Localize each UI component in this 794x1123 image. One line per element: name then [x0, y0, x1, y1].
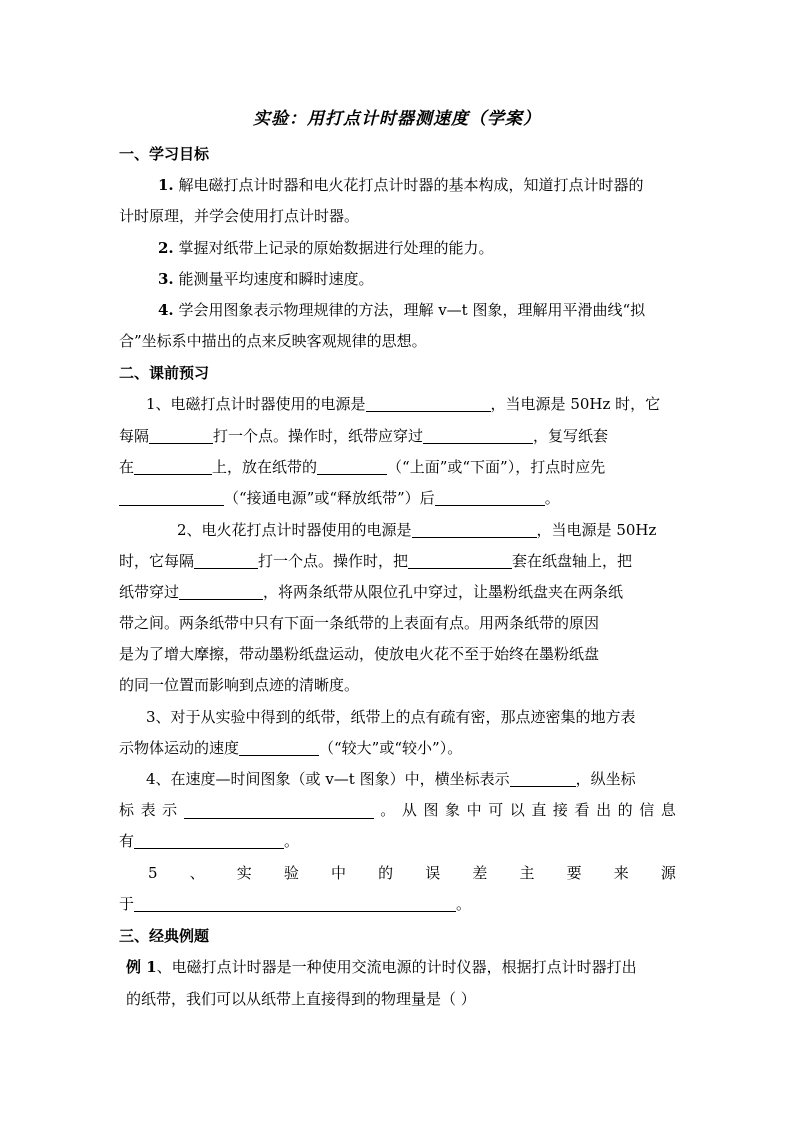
q3-line-2: [119, 733, 676, 764]
objective-text: 学会用图象表示物理规律的方法，理解 v—t 图象，理解用平滑曲线“拟: [173, 301, 646, 319]
q1-text: （“接通电源”或“释放纸带”）后: [224, 489, 435, 507]
q5-char: 误: [425, 864, 441, 882]
q3-line-1: 3、对于从实验中得到的纸带，纸带上的点有疏有密，那点迹密集的地方表: [146, 708, 636, 726]
q2-line-5: 是为了增大摩擦，带动墨粉纸盘运动，使放电火花不至于始终在墨粉纸盘: [119, 645, 600, 663]
example-1-line-1: [126, 952, 683, 983]
q4-line-2: [119, 795, 676, 826]
answer-blank[interactable]: [134, 458, 212, 475]
q1-line-1: [146, 389, 703, 420]
item-number: 1.: [158, 176, 174, 194]
q2-line-1: [177, 515, 734, 546]
q1-text: 每隔: [119, 427, 150, 445]
q1-text: （“上面”或“下面”），打点时应先: [387, 458, 606, 476]
q1-line-2: [119, 421, 676, 452]
q4-line-3: [119, 826, 676, 857]
q4-char: 的: [617, 801, 633, 819]
q1-text: 上，放在纸带的: [212, 458, 318, 476]
q5-char: 源: [660, 864, 676, 882]
q2-line-2: [119, 546, 676, 577]
objective-text: 能测量平均速度和瞬时速度。: [173, 270, 374, 288]
q5-char: 、: [189, 864, 205, 882]
q5-char: 来: [613, 864, 629, 882]
q4-char: 图: [423, 801, 439, 819]
q2-text: 套在纸盘轴上，把: [512, 552, 633, 570]
example-label: 例 1: [126, 958, 157, 976]
q4-text: 有: [119, 832, 135, 850]
section-heading-objectives: 一、学习目标: [119, 145, 210, 163]
answer-blank[interactable]: [423, 427, 533, 444]
q1-text: 打一个点。操作时，纸带应穿过: [213, 427, 424, 445]
q3-text: （“较大”或“较小”）。: [319, 739, 463, 757]
q4-line-1: [146, 764, 703, 795]
q5-char: 差: [472, 864, 488, 882]
answer-blank[interactable]: [366, 395, 491, 412]
objective-3: [158, 264, 676, 295]
answer-blank[interactable]: [317, 458, 387, 475]
objective-4: [158, 295, 676, 326]
q5-line-2: [119, 889, 676, 920]
q4-char: 标: [119, 801, 135, 819]
answer-blank[interactable]: [239, 739, 319, 756]
answer-blank[interactable]: [412, 521, 537, 538]
q2-text: 2、电火花打点计时器使用的电源是: [177, 521, 412, 539]
answer-blank[interactable]: [149, 427, 213, 444]
section-heading-examples: 三、经典例题: [119, 927, 210, 945]
q4-char: 中: [466, 801, 482, 819]
q2-line-6: 的同一位置而影响到点迹的清晰度。: [119, 676, 360, 694]
q1-text: ，复写纸套: [533, 427, 609, 445]
q1-text: 在: [119, 458, 135, 476]
q4-text: 。: [284, 832, 300, 850]
q5-line-1: [148, 858, 676, 889]
q4-char: 可: [488, 801, 504, 819]
answer-blank[interactable]: [194, 552, 258, 569]
answer-blank[interactable]: [179, 583, 263, 600]
q1-line-3: [119, 452, 676, 483]
answer-blank[interactable]: [134, 832, 284, 849]
answer-blank[interactable]: [408, 552, 512, 569]
objective-2: [158, 233, 676, 264]
q5-char: 主: [519, 864, 535, 882]
q5-char: 实: [236, 864, 252, 882]
answer-blank[interactable]: [119, 489, 224, 506]
answer-blank[interactable]: [435, 489, 545, 506]
q5-char: 5: [148, 864, 158, 882]
q4-char: 表: [140, 801, 156, 819]
q1-line-4: [119, 483, 676, 514]
item-number: 3.: [158, 270, 174, 288]
example-1-line-2: 的纸带，我们可以从纸带上直接得到的物理量是（ ）: [126, 990, 476, 1008]
q4-char: 示: [162, 801, 178, 819]
q4-char: 从: [401, 801, 417, 819]
q5-char: 要: [566, 864, 582, 882]
q2-line-3: [119, 577, 676, 608]
answer-blank[interactable]: [184, 802, 374, 819]
q4-char: 信: [639, 801, 655, 819]
objective-text: 掌握对纸带上记录的原始数据进行处理的能力。: [173, 239, 494, 257]
example-text: 、电磁打点计时器是一种使用交流电源的计时仪器，根据打点计时器打出: [156, 958, 637, 976]
q4-char: 看: [574, 801, 590, 819]
q1-text: ，当电源是 50Hz 时，它: [490, 395, 661, 413]
answer-blank[interactable]: [510, 770, 576, 787]
q2-text: 打一个点。操作时，把: [258, 552, 409, 570]
objective-text: 解电磁打点计时器和电火花打点计时器的基本构成，知道打点计时器的: [173, 176, 644, 194]
q4-char: 息: [660, 801, 676, 819]
q2-text: 时，它每隔: [119, 552, 195, 570]
q1-text: 。: [544, 489, 560, 507]
q5-char: 中: [331, 864, 347, 882]
q4-char: 以: [509, 801, 525, 819]
q5-char: 验: [283, 864, 299, 882]
q1-text: 1、电磁打点计时器使用的电源是: [146, 395, 366, 413]
q5-text: 于: [119, 895, 135, 913]
answer-blank[interactable]: [134, 895, 456, 912]
q2-line-4: 带之间。两条纸带中只有下面一条纸带的上表面有点。用两条纸带的原因: [119, 614, 600, 632]
objective-1-cont: 计时原理，并学会使用打点计时器。: [119, 207, 360, 225]
q4-text: ，纵坐标: [575, 770, 636, 788]
q3-text: 示物体运动的速度: [119, 739, 240, 757]
q2-text: ，将两条纸带从限位孔中穿过，让墨粉纸盘夹在两条纸: [263, 583, 624, 601]
q4-char: 接: [552, 801, 568, 819]
q2-text: 纸带穿过: [119, 583, 180, 601]
item-number: 2.: [158, 239, 174, 257]
q4-char: 象: [445, 801, 461, 819]
objective-4-cont: 合”坐标系中描出的点来反映客观规律的思想。: [119, 332, 427, 350]
q4-char: 出: [596, 801, 612, 819]
q4-text: 4、在速度—时间图象（或 v—t 图象）中，横坐标表示: [146, 770, 510, 788]
page-title: 实验：用打点计时器测速度（学案）: [253, 109, 541, 129]
q2-text: ，当电源是 50Hz: [536, 521, 657, 539]
item-number: 4.: [158, 301, 174, 319]
section-heading-preview: 二、课前预习: [119, 364, 210, 382]
q4-char: 。: [380, 801, 396, 819]
q5-text: 。: [456, 895, 472, 913]
q5-char: 的: [378, 864, 394, 882]
objective-1: [158, 170, 676, 201]
q4-char: 直: [531, 801, 547, 819]
